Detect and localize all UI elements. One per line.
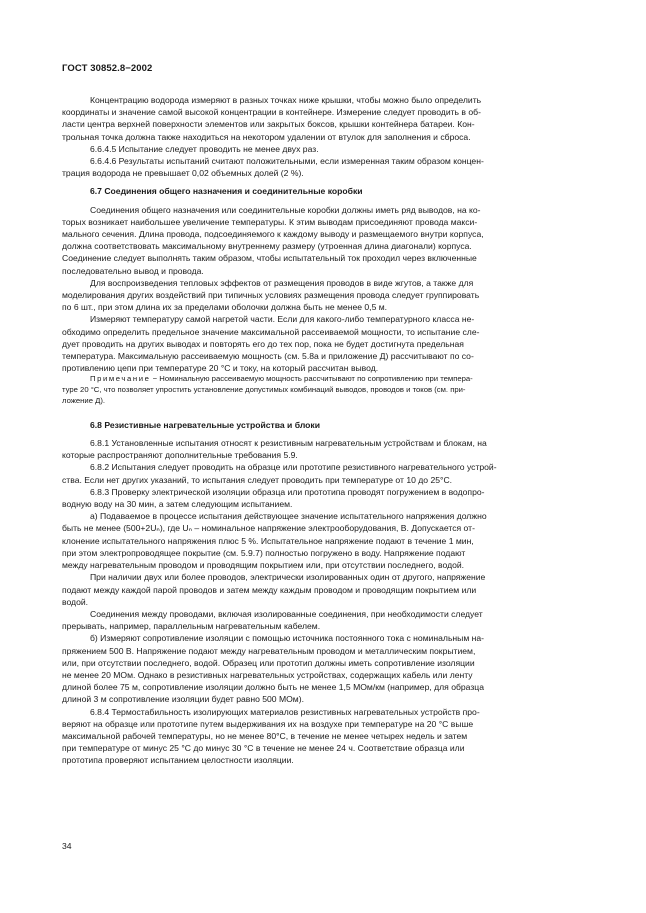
paragraph bbox=[62, 94, 597, 143]
paragraph bbox=[62, 486, 597, 510]
text-line: прототипа проверяют испытанием целостности изоляции. bbox=[62, 755, 294, 766]
text-line: последовательно вывод и провода. bbox=[62, 265, 204, 276]
text-line: веряют на образце или прототипе путем выдерживания их на воздухе при температуре на 20 °С выше bbox=[62, 718, 474, 729]
text-line: Измеряют температуру самой нагретой части. Если для какого-либо температурного класса не- bbox=[90, 314, 475, 325]
text-line: Соединение следует выполнять таким образом, чтобы испытательный ток проходил через включенные bbox=[62, 253, 477, 264]
text-line: а) Подаваемое в процессе испытания действующее значение испытательного напряжения должно bbox=[90, 511, 487, 522]
text-line: при этом электропроводящее покрытие (см. 5.9.7) полностью погружено в воду. Напряжение подают bbox=[62, 547, 466, 558]
text-line: Соединения общего назначения или соединительные коробки должны иметь ряд выводов, на ко- bbox=[90, 204, 481, 215]
section-heading bbox=[62, 185, 597, 197]
text-line: водой. bbox=[62, 596, 89, 607]
text-line: или, при отсутствии последнего, водой. Образец или прототип должны иметь сопротивление изоляции bbox=[62, 657, 475, 668]
text-line: б) Измеряют сопротивление изоляции с помощью источника постоянного тока с номинальным на- bbox=[90, 633, 485, 644]
text-line: которые распространяют дополнительные требования 5.9. bbox=[62, 450, 298, 461]
text-line: 6.8.2 Испытания следует проводить на образце или прототипе резистивного нагревательного устрой- bbox=[90, 462, 497, 473]
text-line: координаты и значение самой высокой концентрации в контейнере. Измерение следует проводить в об- bbox=[62, 107, 481, 118]
paragraph bbox=[62, 608, 597, 632]
note-text: − Номинальную рассеиваемую мощность рассчитывают по сопротивлению при темпера- bbox=[150, 374, 473, 384]
text-line: туре 20 °С, что позволяет упростить установление допустимых комбинаций выводов, проводов и токов (см. при- bbox=[62, 385, 466, 395]
paragraph bbox=[62, 204, 597, 277]
text-line: 6.6.4.5 Испытание следует проводить не менее двух раз. bbox=[90, 143, 319, 154]
text-line: Соединения между проводами, включая изолированные соединения, при необходимости следует bbox=[90, 608, 483, 619]
text-line: прерывать, например, параллельным нагревательным кабелем. bbox=[62, 621, 321, 632]
text-line: не менее 20 МОм. Однако в резистивных нагревательных устройствах, содержащих кабель или ленту bbox=[62, 669, 473, 680]
paragraph bbox=[62, 143, 597, 155]
text-line: быть не менее (500+2Uₙ), где Uₙ – номинальное напряжение электрооборудования, В. Допускается от- bbox=[62, 523, 475, 534]
text-line: 6.7 Соединения общего назначения и соединительные коробки bbox=[90, 186, 363, 197]
text-line: торых возникает наибольшее увеличение температуры. К этим выводам присоединяют провода макси- bbox=[62, 216, 478, 227]
note-label: Примечание bbox=[90, 374, 151, 384]
paragraph bbox=[62, 437, 597, 461]
paragraph bbox=[62, 277, 597, 314]
note bbox=[62, 374, 597, 406]
text-line: обходимо определить предельное значение максимальной рассеиваемой мощности, то испытание сле- bbox=[62, 326, 480, 337]
paragraph bbox=[62, 461, 597, 485]
text-line: должна соответствовать максимальному внутреннему размеру (утроенная длина диагонали) корпуса. bbox=[62, 241, 472, 252]
text-line: трация водорода не превышает 0,02 объемных долей (2 %). bbox=[62, 168, 304, 179]
text-line: мального сечения. Длина провода, подсоединяемого к каждому выводу и размещаемого внутри корпуса, bbox=[62, 229, 484, 240]
text-line: При наличии двух или более проводов, электрически изолированных один от другого, напряжение bbox=[90, 572, 486, 583]
text-line: дует проводить на других выводах и повторять его до тех пор, пока не будет достигнута предельная bbox=[62, 338, 464, 349]
text-line: ства. Если нет других указаний, то испытания следует проводить при температуре от 10 до 25°С. bbox=[62, 474, 453, 485]
text-line: при температуре от минус 25 °С до минус 30 °С в течение не менее 24 ч. Соответствие образца или bbox=[62, 743, 465, 754]
text-line: подают между каждой парой проводов и затем между каждым проводом и проводящим покрытием или bbox=[62, 584, 477, 595]
paragraph bbox=[62, 571, 597, 608]
text-line: между нагревательным проводом и проводящим покрытием или, при отсутствии последнего, водой. bbox=[62, 560, 465, 571]
paragraph bbox=[62, 632, 597, 705]
paragraph bbox=[62, 510, 597, 571]
text-line: моделирования других воздействий при типичных условиях размещения провода следует группировать bbox=[62, 290, 480, 301]
text-line: противлению цепи при температуре 20 °С и току, на который рассчитан вывод. bbox=[62, 363, 379, 374]
text-line: Концентрацию водорода измеряют в разных точках ниже крышки, чтобы можно было определить bbox=[90, 95, 482, 105]
text-line: 6.8 Резистивные нагревательные устройства и блоки bbox=[90, 419, 320, 430]
text-line: по 6 шт., при этом длина их за пределами оболочки должна быть не менее 0,5 м. bbox=[62, 302, 388, 313]
text-line: трольная точка должна также находиться на некотором удалении от втулок для заполнения и сброса. bbox=[62, 131, 471, 142]
text-line: пряжением 500 В. Напряжение подают между нагревательным проводом и металлическим покрытием, bbox=[62, 645, 476, 656]
text-line: ласти центра верхней поверхности элементов или закрытых боксов, крышки контейнера батареи. Кон- bbox=[62, 119, 475, 130]
text-line: Для воспроизведения тепловых эффектов от размещения проводов в виде жгутов, а также для bbox=[90, 277, 474, 288]
text-line: длиной более 75 м, сопротивление изоляции должно быть не менее 1,5 МОм/км (например, для образца bbox=[62, 682, 485, 693]
text-line: ложение Д). bbox=[62, 396, 106, 406]
text-line: 6.8.3 Проверку электрической изоляции образца или прототипа проводят погружением в водопро- bbox=[90, 486, 485, 497]
section-heading bbox=[62, 419, 597, 431]
page-header: ГОСТ 30852.8−2002 bbox=[62, 63, 153, 74]
text-line bbox=[62, 374, 597, 385]
text-line: температура. Максимальную рассеиваемую мощность (см. 5.8а и приложение Д) рассчитывают по со- bbox=[62, 351, 474, 362]
paragraph bbox=[62, 706, 597, 767]
text-line: 6.8.1 Установленные испытания относят к резистивным нагревательным устройствам и блокам, на bbox=[90, 438, 487, 449]
text-line: максимальной рабочей температуры, но не менее 80°С, в течение не менее четырех недель и затем bbox=[62, 730, 468, 741]
paragraph bbox=[62, 155, 597, 179]
text-line: водную воду на 30 мин, а затем следующим испытанием. bbox=[62, 499, 293, 510]
text-line: длиной 3 м сопротивление изоляции будет равно 500 МОм). bbox=[62, 694, 304, 705]
paragraph bbox=[62, 313, 597, 374]
text-line: 6.8.4 Термостабильность изолирующих материалов резистивных нагревательных устройств про- bbox=[90, 706, 480, 717]
document-body bbox=[62, 94, 597, 767]
page-number: 34 bbox=[62, 841, 72, 851]
text-line: клонение испытательного напряжения плюс 5 %. Испытательное напряжение подают в течение 1 мин, bbox=[62, 535, 474, 546]
text-line: 6.6.4.6 Результаты испытаний считают положительными, если измеренная таким образом концен- bbox=[90, 156, 484, 167]
